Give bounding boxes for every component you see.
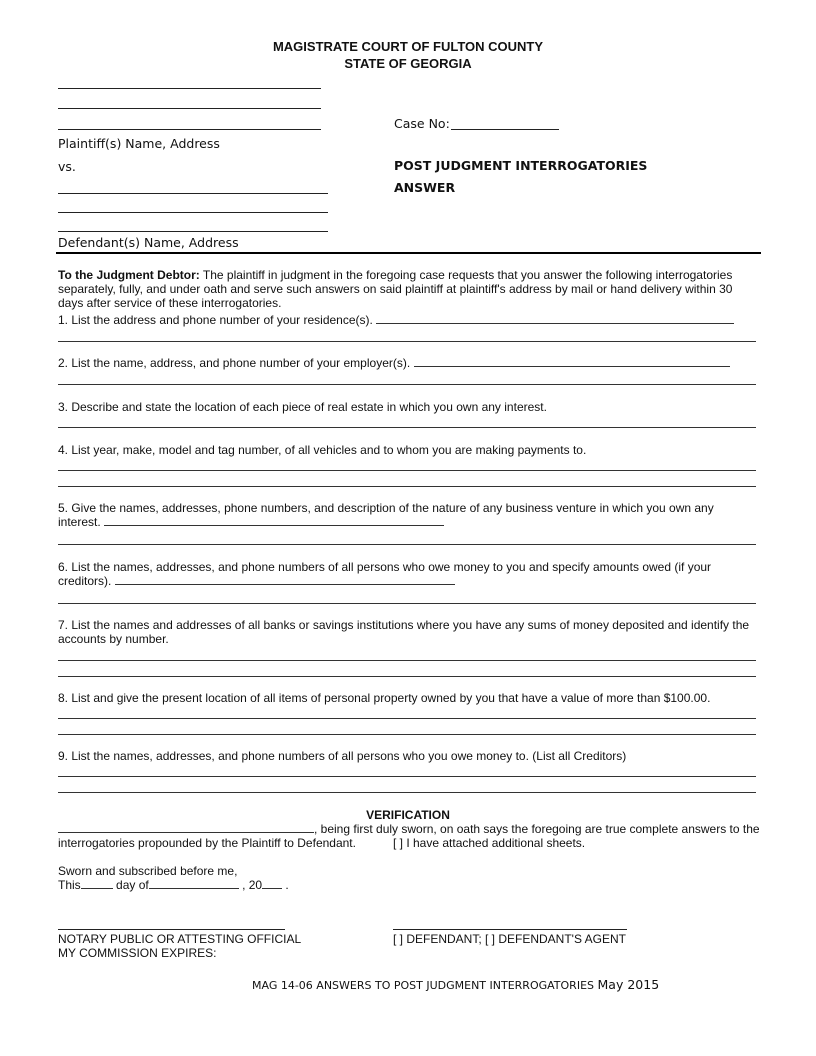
caption-divider (56, 252, 761, 254)
form-footer (252, 977, 659, 992)
plaintiff-line-1[interactable] (58, 88, 321, 89)
question-3-text: 3. Describe and state the location of each piece of real estate in which you own any interest. (58, 400, 547, 414)
question-5 (58, 501, 758, 529)
question-6-text: 6. List the names, addresses, and phone numbers of all persons who owe money to you and specify amounts owed (if your creditors). (58, 560, 712, 588)
answer-1-line[interactable] (58, 341, 756, 342)
question-7-text: 7. List the names and addresses of all banks or savings institutions where you have any sums of money deposited and identify the accounts by number. (58, 618, 750, 646)
plaintiff-label: Plaintiff(s) Name, Address (58, 136, 220, 151)
year-prefix: , 20 (242, 878, 263, 892)
question-2-text: 2. List the name, address, and phone number of your employer(s). (58, 356, 411, 370)
notary-label: NOTARY PUBLIC OR ATTESTING OFFICIAL (58, 932, 302, 946)
answer-9-line-2[interactable] (58, 792, 756, 793)
case-no-label: Case No: (394, 116, 450, 131)
answer-2-inline[interactable] (414, 356, 730, 367)
form-date: May 2015 (597, 977, 660, 992)
question-6 (58, 560, 758, 588)
answer-4-line-1[interactable] (58, 470, 756, 471)
intro-text: The plaintiff in judgment in the foregoing case requests that you answer the following interrogatories separately, fully, and under oath and serve such answers on said plaintiff at plaintiff's address by mail or hand delivery within 30 days after service of these interrogatories. (58, 268, 733, 310)
year-field[interactable] (262, 878, 282, 889)
answer-5-line[interactable] (58, 544, 756, 545)
verification-line-2: interrogatories propounded by the Plaintiff to Defendant. (58, 836, 356, 850)
answer-8-line-2[interactable] (58, 734, 756, 735)
question-1 (58, 313, 758, 327)
court-name: MAGISTRATE COURT OF FULTON COUNTY (272, 39, 544, 54)
affiant-name-field[interactable] (58, 822, 314, 833)
doc-title: POST JUDGMENT INTERROGATORIES (394, 158, 648, 173)
day-field[interactable] (81, 878, 113, 889)
verification-heading: VERIFICATION (366, 808, 450, 822)
defendant-agent-checkbox[interactable]: [ ] DEFENDANT; [ ] DEFENDANT'S AGENT (393, 932, 626, 946)
court-header (0, 38, 816, 72)
question-9 (58, 749, 758, 763)
verification-line-1-text: , being first duly sworn, on oath says the foregoing are true complete answers to the (314, 822, 760, 836)
case-no-field[interactable] (451, 129, 559, 130)
defendant-line-2[interactable] (58, 212, 328, 213)
question-4-text: 4. List year, make, model and tag number, of all vehicles and to whom you are making payments to. (58, 443, 587, 457)
day-of-label: day of (116, 878, 149, 892)
month-field[interactable] (149, 878, 239, 889)
question-8 (58, 691, 758, 705)
court-state: STATE OF GEORGIA (344, 56, 472, 71)
answer-7-line-1[interactable] (58, 660, 756, 661)
question-2 (58, 356, 758, 370)
question-8-text: 8. List and give the present location of all items of personal property owned by you that have a value of more than $100.00. (58, 691, 711, 705)
sworn-text: Sworn and subscribed before me, (58, 864, 238, 878)
question-9-text: 9. List the names, addresses, and phone numbers of all persons who you owe money to. (List all Creditors) (58, 749, 627, 763)
vs-label: vs. (58, 159, 76, 174)
answer-1-inline[interactable] (376, 313, 734, 324)
sworn-date-line: This day of , 20 . (58, 878, 289, 892)
answer-8-line-1[interactable] (58, 718, 756, 719)
answer-5-inline[interactable] (104, 515, 444, 526)
attached-sheets-checkbox[interactable]: [ ] I have attached additional sheets. (393, 836, 586, 850)
plaintiff-line-2[interactable] (58, 108, 321, 109)
defendant-label: Defendant(s) Name, Address (58, 235, 239, 250)
notary-signature-line[interactable] (58, 929, 285, 930)
form-code: MAG 14-06 ANSWERS TO POST JUDGMENT INTERROGATORIES (252, 979, 595, 992)
question-4 (58, 443, 758, 457)
defendant-line-3[interactable] (58, 231, 328, 232)
plaintiff-line-3[interactable] (58, 129, 321, 130)
question-3 (58, 400, 758, 414)
doc-subtitle: ANSWER (394, 180, 456, 195)
verification-line-1 (58, 822, 760, 836)
question-7 (58, 618, 758, 646)
intro-lead: To the Judgment Debtor: (58, 268, 200, 282)
defendant-line-1[interactable] (58, 193, 328, 194)
answer-3-line[interactable] (58, 427, 756, 428)
answer-7-line-2[interactable] (58, 676, 756, 677)
intro-paragraph (58, 268, 760, 310)
this-label: This (58, 878, 81, 892)
answer-6-line[interactable] (58, 603, 756, 604)
question-1-text: 1. List the address and phone number of your residence(s). (58, 313, 373, 327)
defendant-signature-line[interactable] (393, 929, 627, 930)
commission-label: MY COMMISSION EXPIRES: (58, 946, 217, 960)
answer-4-line-2[interactable] (58, 486, 756, 487)
answer-9-line-1[interactable] (58, 776, 756, 777)
answer-6-inline[interactable] (115, 574, 455, 585)
answer-2-line[interactable] (58, 384, 756, 385)
question-5-text: 5. Give the names, addresses, phone numbers, and description of the nature of any business venture in which you own any interest. (58, 501, 714, 529)
